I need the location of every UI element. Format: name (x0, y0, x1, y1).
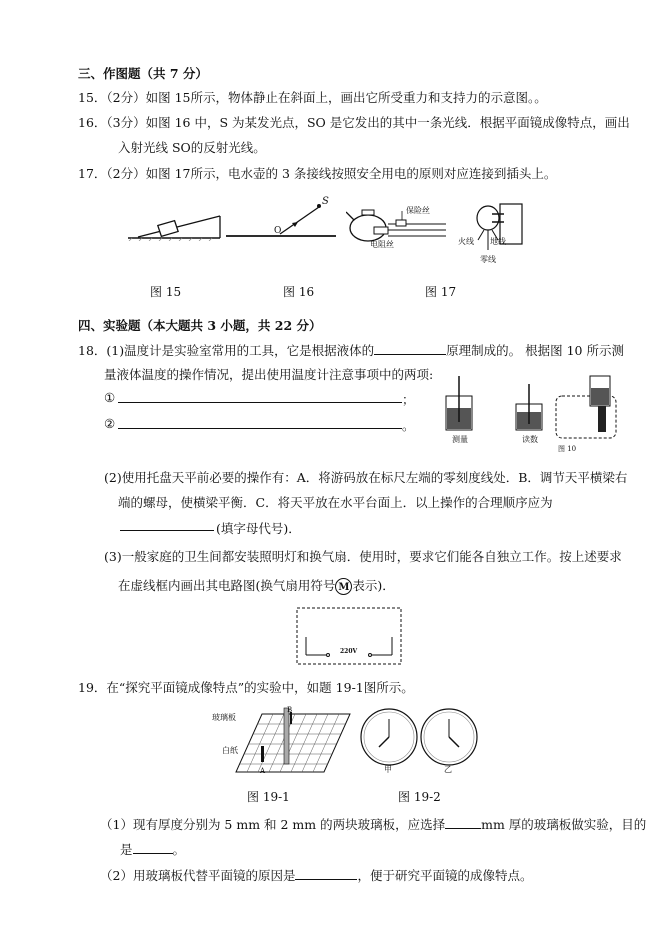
question-18-1-text-a: 18．(1)温度计是实验室常用的工具，它是根据液体的 (78, 343, 375, 358)
figure-10-label-read: 读数 (522, 435, 538, 444)
motor-symbol-icon: M (335, 578, 352, 595)
question-18-2-line3: (填字母代号)． (216, 521, 301, 536)
figure-19-1-a-label: A (260, 767, 266, 775)
question-19-2-text-b: ，便于研究平面镜的成像特点。 (357, 868, 533, 883)
figure-15-incline (128, 196, 223, 241)
answer-blank-reason[interactable] (295, 868, 357, 880)
figure-19-2-caption: 图 19-2 (398, 790, 441, 804)
item-1-end: ； (402, 392, 415, 407)
question-18-3-text-b: 表示)． (352, 578, 395, 593)
question-19-1-text-c: 是 (120, 842, 133, 857)
answer-blank-principle[interactable] (374, 343, 446, 355)
question-19: 19．在“探究平面镜成像特点”的实验中，如题 19-1图所示。 (78, 680, 414, 695)
question-16-line2: 入射光线 SO的反射光线。 (118, 140, 266, 155)
question-18-3-line2 (118, 576, 395, 595)
question-19-1-text-d: 。 (172, 842, 186, 857)
item-1-marker: ① (104, 390, 116, 405)
question-18-1-line1 (78, 341, 624, 359)
figure-10-caption: 图 10 (558, 445, 577, 453)
question-18-2-line2: 端的螺母，使横梁平衡．C．将天平放在水平台面上．以上操作的合理顺序应为 (118, 495, 553, 510)
circuit-drawing-box[interactable] (296, 607, 402, 665)
circuit-voltage-label: 220V (340, 648, 358, 655)
item-2-end: 。 (402, 418, 415, 433)
answer-blank-purpose[interactable] (133, 842, 173, 854)
figure-19-1-glass-label: 玻璃板 (212, 713, 236, 722)
question-18-2-line1: (2)使用托盘天平前必要的操作有：A．将游码放在标尺左端的零刻度线处．B．调节天平横梁右 (104, 470, 628, 485)
question-18-3-line1: (3)一般家庭的卫生间都安装照明灯和换气扇．使用时，要求它们能各自独立工作。按上述要求 (104, 549, 622, 564)
figure-19-2-jia-label: 甲 (384, 765, 392, 774)
question-18-3-text-a: 在虚线框内画出其电路图(换气扇用符号 (118, 578, 336, 593)
question-18-1-text-b: 原理制成的。 根据图 10 所示测 (446, 343, 624, 358)
question-19-2-text-a: （2）用玻璃板代替平面镜的原因是 (100, 868, 296, 883)
section4-heading: 四、实验题（本大题共 3 小题，共 22 分） (78, 318, 322, 333)
figure-15-caption: 图 15 (150, 285, 182, 299)
figure-17-neutral-label: 零线 (480, 255, 496, 264)
answer-blank-order[interactable] (120, 530, 214, 531)
question-15: 15．（2分）如图 15所示，物体静止在斜面上，画出它所受重力和支持力的示意图。。 (78, 90, 547, 105)
question-16-line1: 16．（3分）如图 16 中，S 为某发光点，SO 是它发出的其中一条光线．根据平面镜成像特点，画出 (78, 115, 630, 130)
figure-19-1-paper-label: 白纸 (222, 746, 238, 755)
item-2-marker: ② (104, 416, 116, 431)
question-17: 17．（2分）如图 17所示，电水壶的 3 条接线按照安全用电的原则对应连接到插头上。 (78, 166, 557, 181)
figure-10-label-measure: 测量 (452, 435, 468, 444)
figure-19-1-b-label: B (287, 706, 293, 714)
figure-19-2-yi-label: 乙 (444, 765, 452, 774)
figure-19-1-caption: 图 19-1 (247, 790, 290, 804)
figure-16-o-label: O (274, 226, 282, 236)
figure-17-resistor-label: 电阻丝 (370, 240, 394, 249)
answer-line-1[interactable] (118, 402, 402, 403)
question-19-1-line1 (100, 815, 646, 833)
question-18-1-line2: 量液体温度的操作情况，提出使用温度计注意事项中的两项: (104, 367, 434, 382)
figure-16-caption: 图 16 (283, 285, 315, 299)
question-19-1-line2 (120, 840, 185, 858)
figure-16-s-label: S (322, 196, 329, 207)
figure-19-2-clocks (360, 708, 480, 768)
figure-17-caption: 图 17 (425, 285, 457, 299)
figure-17-kettle (346, 200, 456, 250)
answer-line-2[interactable] (118, 428, 402, 429)
figure-17-socket (470, 200, 525, 260)
answer-blank-thickness[interactable] (445, 817, 481, 829)
question-19-1-text-a: （1）现有厚度分别为 5 mm 和 2 mm 的两块玻璃板，应选择 (100, 817, 446, 832)
figure-17-live-label: 火线 (458, 237, 474, 246)
question-19-2-line (100, 866, 532, 884)
question-19-1-text-b: mm 厚的玻璃板做实验，目的 (481, 817, 647, 832)
figure-17-ground-label: 地线 (490, 237, 506, 246)
figure-19-1-grid-paper (232, 704, 352, 779)
figure-17-fuse-label: 保险丝 (406, 206, 430, 215)
section3-heading: 三、作图题（共 7 分） (78, 66, 208, 81)
